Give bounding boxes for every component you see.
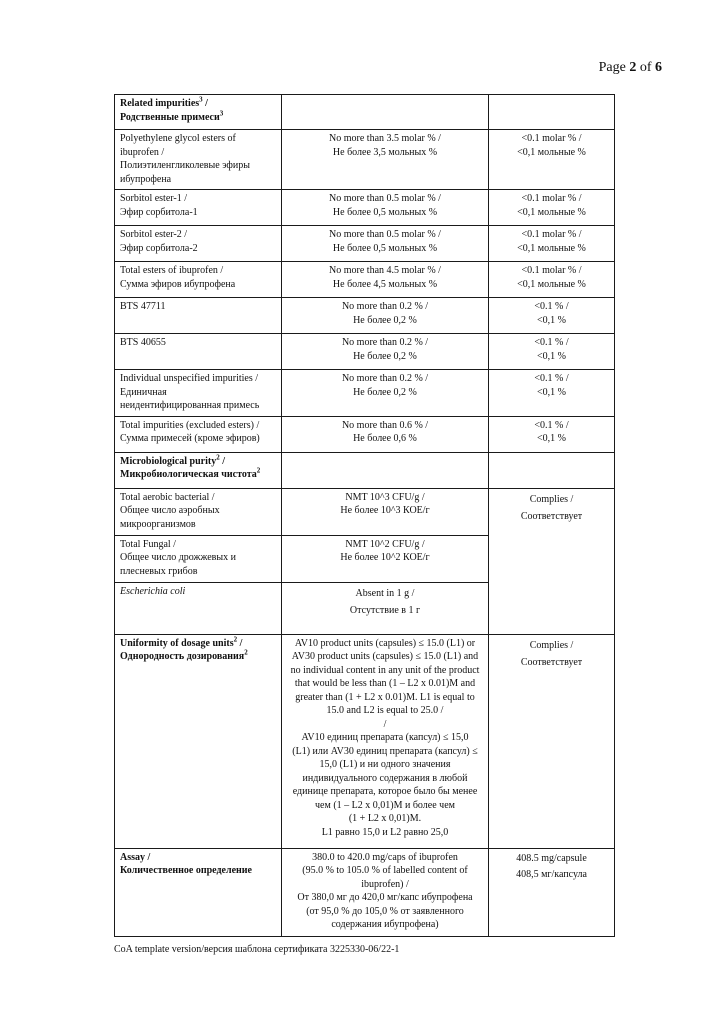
impurity-spec-line: Не более 0,2 % — [353, 314, 417, 326]
impurity-spec-line: No more than 0.5 molar % / — [329, 193, 441, 204]
impurity-spec — [282, 370, 489, 417]
impurity-result — [489, 298, 615, 334]
uniformity-title: Uniformity of dosage units$^2$ / Однородность дозирования$^2$ — [115, 634, 282, 848]
page-current: 2 — [629, 60, 637, 75]
impurity-name-line: Sorbitol ester-2 / — [120, 229, 188, 240]
micro-spec-line: NMT 10^3 CFU/g / — [345, 491, 425, 503]
impurity-result — [489, 130, 615, 190]
impurity-name-line: Total impurities (excluded esters) / — [120, 419, 260, 431]
micro-purity-header-row — [115, 452, 615, 488]
micro-spec-ecoli — [282, 582, 489, 634]
uniformity-spec-en-line: no individual content in any unit of the product — [290, 664, 480, 676]
impurity-result-line: <0,1 % — [537, 386, 566, 398]
micro-result-line: Соответствует — [520, 510, 583, 522]
uniformity-spec-en-line: greater than (1 + L2 x 0.01)M. L1 is equal to — [295, 691, 475, 703]
impurity-name-line: Individual unspecified impurities / — [120, 373, 259, 384]
uniformity-spec-ru-line: (L1) или AV30 единиц препарата (капсул) ≤ — [292, 745, 478, 757]
impurity-result-line: <0.1 % / — [534, 419, 569, 431]
impurity-result-line: <0.1 % / — [534, 301, 569, 312]
micro-spec-line: Не более 10^3 КОЕ/г — [340, 505, 430, 516]
impurity-spec — [282, 334, 489, 370]
uniformity-spec-en-line: that would be less than (1 – L2 x 0.01)M and — [294, 678, 476, 689]
uniformity-slash: / — [383, 718, 387, 730]
uniformity-result-line: Complies / — [529, 639, 574, 651]
related-impurities-result-empty — [489, 95, 615, 130]
impurity-spec — [282, 226, 489, 262]
impurity-spec — [282, 190, 489, 226]
impurity-result-line: <0.1 molar % / — [521, 265, 582, 276]
related-impurity-row — [115, 416, 615, 452]
impurity-result-line: <0,1 мольные % — [517, 278, 586, 290]
micro-spec-line: Не более 10^2 КОЕ/г — [340, 552, 430, 563]
uniformity-result-line: Соответствует — [520, 656, 583, 668]
impurity-result-line: <0.1 molar % / — [521, 193, 582, 204]
impurity-result-line: <0,1 % — [537, 433, 566, 444]
impurity-name-line: Sorbitol ester-1 / — [120, 193, 188, 204]
assay-result — [489, 848, 615, 936]
related-impurity-row — [115, 226, 615, 262]
impurity-name-line: неидентифицированная примесь — [120, 400, 260, 411]
assay-result-line: 408,5 мг/капсула — [516, 868, 587, 880]
assay-row — [115, 848, 615, 936]
related-impurities-spec-empty — [282, 95, 489, 130]
micro-result-line: Complies / — [529, 493, 574, 505]
uniformity-spec-ru-line: единице препарата, которое было бы менее — [292, 786, 478, 797]
impurity-spec-line: No more than 0.2 % / — [341, 337, 429, 348]
impurity-result-line: <0.1 % / — [534, 337, 569, 348]
impurity-result — [489, 226, 615, 262]
impurity-result — [489, 416, 615, 452]
impurity-name — [115, 262, 282, 298]
impurity-result — [489, 370, 615, 417]
micro-purity-spec-empty — [282, 452, 489, 488]
impurity-name — [115, 130, 282, 190]
coa-table — [114, 94, 615, 937]
impurity-result-line: <0.1 molar % / — [521, 229, 582, 240]
uniformity-spec-ru-line: чем (1 – L2 x 0,01)M и более чем — [315, 799, 455, 811]
related-impurity-row — [115, 190, 615, 226]
page-prefix: Page — [598, 60, 630, 75]
impurity-name — [115, 370, 282, 417]
related-impurity-row — [115, 262, 615, 298]
impurity-name — [115, 416, 282, 452]
impurity-result-line: <0.1 molar % / — [521, 133, 582, 144]
impurity-spec-line: No more than 0.2 % / — [341, 373, 429, 384]
related-impurity-row — [115, 334, 615, 370]
impurity-spec-line: No more than 4.5 molar % / — [329, 265, 441, 276]
micro-row — [115, 488, 615, 535]
micro-name-line: Общее число дрожжевых и — [120, 552, 236, 563]
micro-name-line: плесневых грибов — [120, 565, 198, 577]
micro-name-line: Общее число аэробных — [120, 505, 220, 516]
uniformity-spec-en-line: 15.0 and L2 is equal to 25.0 / — [326, 705, 444, 716]
impurity-spec — [282, 416, 489, 452]
uniformity-spec-ru-line: AV10 единиц препарата (капсул) ≤ 15,0 — [301, 732, 469, 743]
micro-spec-line: NMT 10^2 CFU/g / — [345, 538, 425, 550]
related-impurity-row — [115, 130, 615, 190]
impurity-name-line: BTS 47711 — [120, 301, 166, 312]
micro-spec-aerobic — [282, 488, 489, 535]
uniformity-result — [489, 634, 615, 848]
impurity-name-line: Polyethylene glycol esters of — [120, 133, 236, 144]
uniformity-spec-en-line: AV30 product units (capsules) ≤ 15.0 (L1) and — [291, 651, 479, 662]
uniformity-row — [115, 634, 615, 848]
uniformity-spec-ru-line: L1 равно 15,0 и L2 равно 25,0 — [321, 826, 449, 838]
micro-purity-result-empty — [489, 452, 615, 488]
impurity-name — [115, 190, 282, 226]
assay-spec-line: (от 95,0 % до 105,0 % от заявленного — [306, 905, 464, 917]
uniformity-spec — [282, 634, 489, 848]
impurity-name-line: ибупрофена — [120, 173, 172, 185]
impurity-name-line: Сумма примесей (кроме эфиров) — [120, 433, 260, 444]
micro-spec-line: Absent in 1 g / — [355, 587, 415, 599]
related-impurity-row — [115, 370, 615, 417]
impurity-name — [115, 226, 282, 262]
impurity-spec-line: Не более 3,5 мольных % — [332, 146, 438, 158]
impurity-result — [489, 262, 615, 298]
uniformity-spec-ru-line: индивидуального содержания в любой — [302, 772, 468, 784]
impurity-result-line: <0.1 % / — [534, 373, 569, 384]
impurity-name — [115, 298, 282, 334]
assay-spec-line: содержания ибупрофена) — [331, 919, 439, 930]
impurity-spec — [282, 262, 489, 298]
impurity-result — [489, 334, 615, 370]
impurity-result-line: <0,1 мольные % — [517, 242, 586, 254]
impurity-spec-line: Не более 0,5 мольных % — [332, 242, 438, 254]
impurity-spec-line: Не более 4,5 мольных % — [332, 278, 438, 290]
micro-name-line: Total Fungal / — [120, 538, 176, 550]
uniformity-spec-ru-line: 15,0 (L1) и ни одного значения — [319, 759, 451, 770]
impurity-spec-line: Не более 0,5 мольных % — [332, 206, 438, 218]
impurity-spec-line: Не более 0,2 % — [353, 386, 417, 398]
impurity-result-line: <0,1 % — [537, 350, 566, 362]
impurity-result-line: <0,1 % — [537, 314, 566, 326]
micro-name-line: Total aerobic bacterial / — [120, 491, 215, 503]
impurity-spec-line: No more than 0.2 % / — [341, 301, 429, 312]
assay-spec-line: (95.0 % to 105.0 % of labelled content of — [302, 865, 468, 876]
micro-name-aerobic — [115, 488, 282, 535]
uniformity-spec-ru-line: (1 + L2 x 0,01)M. — [348, 813, 422, 824]
assay-spec-line: От 380,0 мг до 420,0 мг/капс ибупрофена — [297, 892, 473, 903]
impurity-spec-line: No more than 3.5 molar % / — [329, 133, 441, 144]
impurity-name-line: BTS 40655 — [120, 337, 166, 348]
impurity-spec — [282, 130, 489, 190]
impurity-spec-line: No more than 0.5 molar % / — [329, 229, 441, 240]
related-impurities-header-row — [115, 95, 615, 130]
micro-name-line: микроорганизмов — [120, 518, 196, 530]
assay-result-line: 408.5 mg/capsule — [516, 852, 587, 864]
micro-name-line: Escherichia coli — [120, 585, 186, 597]
related-impurity-row — [115, 298, 615, 334]
impurity-spec-line: Не более 0,6 % — [353, 433, 417, 444]
impurity-spec-line: No more than 0.6 % / — [341, 419, 429, 431]
impurity-name-line: Сумма эфиров ибупрофена — [120, 278, 236, 290]
micro-name-ecoli — [115, 582, 282, 634]
impurity-name-line: Единичная — [120, 386, 167, 398]
micro-name-fungal — [115, 535, 282, 582]
impurity-result-line: <0,1 мольные % — [517, 146, 586, 158]
impurity-spec — [282, 298, 489, 334]
impurity-name-line: Эфир сорбитола-2 — [120, 242, 198, 254]
footer-template-version: CoA template version/версия шаблона сертификата 3225330-06/22-1 — [114, 944, 400, 955]
impurity-result-line: <0,1 мольные % — [517, 206, 586, 218]
micro-spec-line: Отсутствие в 1 г — [349, 604, 421, 616]
page-total: 6 — [655, 60, 662, 75]
impurity-name — [115, 334, 282, 370]
impurity-name-line: ibuprofen / — [120, 146, 165, 158]
related-impurities-title: Related impurities$^3$ / Родственные примеси$^3$ — [115, 95, 282, 130]
uniformity-spec-en-line: AV10 product units (capsules) ≤ 15.0 (L1) or — [294, 637, 476, 649]
impurity-result — [489, 190, 615, 226]
impurity-spec-line: Не более 0,2 % — [353, 350, 417, 362]
impurity-name-line: Total esters of ibuprofen / — [120, 265, 224, 276]
micro-result — [489, 488, 615, 634]
page-sep: of — [636, 60, 655, 75]
assay-spec — [282, 848, 489, 936]
impurity-name-line: Полиэтиленгликолевые эфиры — [120, 160, 250, 171]
micro-spec-fungal — [282, 535, 489, 582]
micro-purity-title: Microbiological purity$^2$ / Микробиологическая чистота$^2$ — [115, 452, 282, 488]
assay-title: Assay / Количественное определение — [115, 848, 282, 936]
assay-spec-line: 380.0 to 420.0 mg/caps of ibuprofen — [312, 851, 458, 863]
impurity-name-line: Эфир сорбитола-1 — [120, 206, 198, 218]
assay-spec-line: ibuprofen) / — [361, 878, 409, 890]
page-number — [599, 60, 662, 76]
